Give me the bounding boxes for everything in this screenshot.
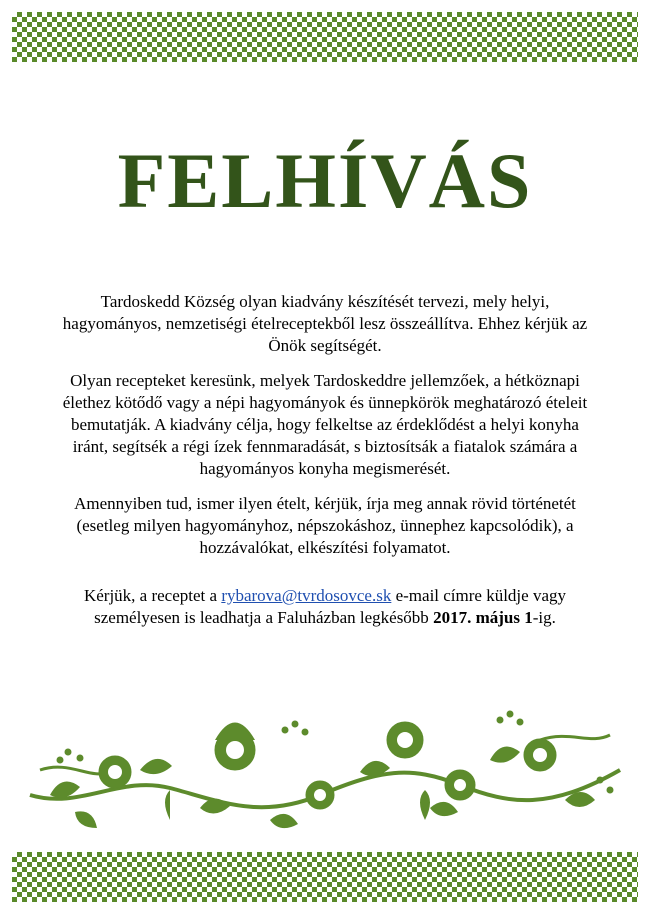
cta-before: Kérjük, a receptet a: [83, 586, 222, 605]
page-title: FELHÍVÁS: [117, 137, 533, 224]
cta-after: -ig.: [532, 608, 556, 627]
announcement-body: [55, 291, 595, 642]
floral-ornament-icon: [20, 700, 630, 840]
paragraph-request: Amennyiben tud, ismer ilyen ételt, kérjük, írja meg annak rövid történetét (esetleg milyen hagyományhoz, népszokáshoz, ünnephez kapcsolódik), a hozzávalókat, elkészítési folyamatot.: [74, 494, 576, 557]
paragraph-contact: [55, 585, 595, 629]
deadline-date: 2017. május 1: [433, 608, 533, 627]
paragraph-search: Olyan recepteket keresünk, melyek Tardoskeddre jellemzőek, a hétköznapi élethez kötődő vagy a népi hagyományok és ünnepkörök meghatározó ételeit bemutatják. A kiadvány célja, hogy felkeltse az érdeklődést a helyi konyha iránt, segítsék a régi ízek fennmaradását, s biztosítsák a fiatalok számára a hagyományos konyha megismerését.: [62, 371, 588, 478]
top-checker-border: [12, 12, 638, 62]
email-link[interactable]: rybarova@tvrdosovce.sk: [221, 586, 392, 605]
bottom-checker-border: [12, 852, 638, 902]
paragraph-intro: Tardoskedd Község olyan kiadvány készítését tervezi, mely helyi, hagyományos, nemzetiségi ételreceptekből lesz összeállítva. Ehhez kérjük az Önök segítségét.: [62, 292, 588, 355]
cta-middle: e-mail címre küldje vagy személyesen is leadhatja a Faluházban legkésőbb: [94, 586, 567, 627]
